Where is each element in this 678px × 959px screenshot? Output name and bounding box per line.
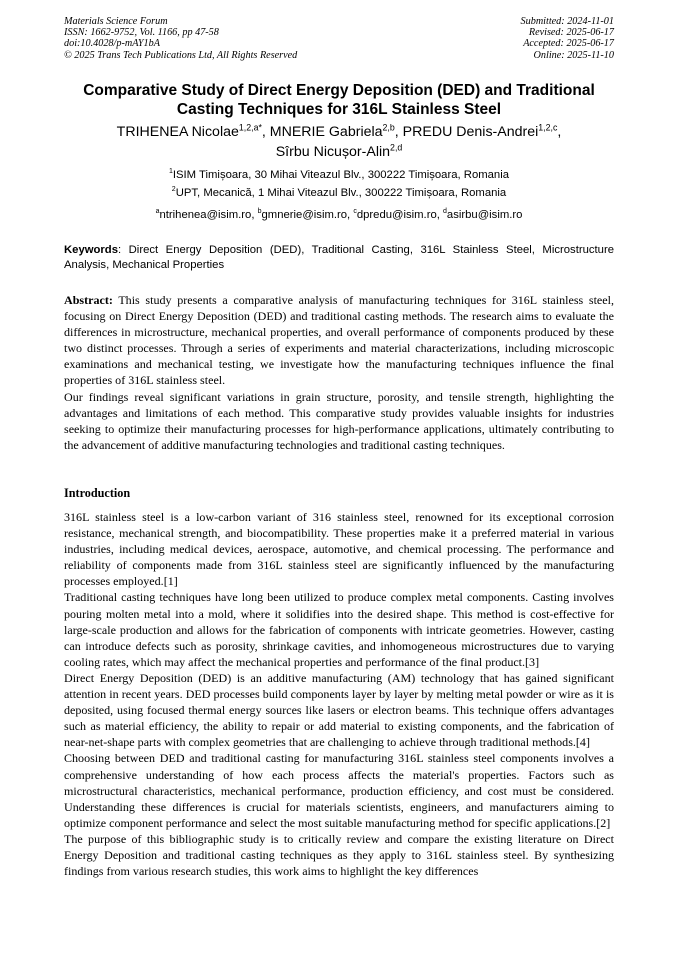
paragraph: 316L stainless steel is a low-carbon variant of 316 stainless steel, renowned for its exceptional corrosion resistance, mechanical strength, and biocompatibility. These properties make it a preferred material in various industries, including medical devices, aerospace, automotive, and chemical processing. The performance and reliability of components made from 316L stainless steel are significantly influenced by the manufacturing processes employed.[1] <box>64 510 614 589</box>
paragraph: Choosing between DED and traditional casting for manufacturing 316L stainless steel components involves a comprehensive understanding of how each process affects the material's properties. Factors such as microstructural characteristics, mechanical performance, production efficiency, and cost must be considered. Understanding these differences is crucial for materials scientists, engineers, and manufacturers aiming to optimize component performance and select the most suitable manufacturing method for specific applications.[2] <box>64 751 614 830</box>
keywords <box>64 243 614 272</box>
author: Sîrbu Nicușor-Alin$^{2,d}$ <box>275 142 403 160</box>
author: TRIHENEA Nicolae$^{1,2,a*}$, <box>116 122 270 140</box>
abstract-paragraph: Our findings reveal significant variations in grain structure, porosity, and tensile strength, highlighting the advantages and limitations of each method. This comparative study provides valuable insights for industries seeking to optimize their manufacturing processes for high-performance applications, ultimately contributing to the advancement of additive manufacturing technologies and traditional casting techniques. <box>64 389 614 452</box>
paragraph: Traditional casting techniques have long been utilized to produce complex metal components. Casting involves pouring molten metal into a mold, where it solidifies into the desired shape. This method is cost-effective for large-scale production and allows for the fabrication of components with intricate geometries. However, casting can introduce defects such as porosity, shrinkage cavities, and inhomogeneous microstructures due to varying cooling rates, which may affect the mechanical properties and performance of the final product.[3] <box>64 590 614 669</box>
journal-name: Materials Science Forum <box>64 16 168 27</box>
dates-info <box>521 16 614 61</box>
email-link[interactable]: $^c$dpredu@isim.ro <box>353 208 437 221</box>
abstract-paragraph: Abstract: This study presents a comparative analysis of manufacturing techniques for 316L stainless steel, focusing on Direct Energy Deposition (DED) and traditional casting methods. The research aims to evaluate the differences in microstructure, mechanical properties, and overall performance of components produced by these two distinct processes. Through a series of experiments and material characterizations, including microscopic examinations and mechanical testing, we investigate how the manufacturing techniques influence the final properties of 316L stainless steel. <box>64 293 614 388</box>
paper-title: Comparative Study of Direct Energy Deposition (DED) and Traditional Casting Techniques for 316L Stainless Steel <box>83 82 595 118</box>
author-list <box>64 122 614 162</box>
abstract <box>64 292 614 453</box>
online-date: Online: 2025-11-10 <box>533 49 614 61</box>
revised-date: Revised: 2025-06-17 <box>528 27 614 39</box>
section-heading: Introduction <box>64 486 131 500</box>
paragraph: Direct Energy Deposition (DED) is an additive manufacturing (AM) technology that has gained significant attention in recent years. DED processes build components layer by layer by melting metal powder or wire as it is deposited, using focused thermal energy sources like lasers or electron beams. This technique offers advantages such as material efficiency, the ability to repair or add material to existing components, and the fabrication of near-net-shape parts with complex geometries that are challenging to achieve through traditional methods.[4] <box>64 670 614 750</box>
issn: ISSN: 1662-9752, Vol. 1166, pp 47-58 <box>64 27 219 39</box>
introduction-section <box>64 509 614 879</box>
email-list: $^a$ntrihenea@isim.ro, $^b$gmnerie@isim.ro, $^c$dpredu@isim.ro, $^d$asirbu@isim.ro <box>155 208 523 221</box>
journal-info <box>64 16 297 61</box>
paragraph: The purpose of this bibliographic study is to critically review and compare the existing literature on Direct Energy Deposition and traditional casting techniques as they apply to 316L stainless steel. By synthesizing findings from various research studies, this work aims to highlight the key differences <box>64 831 614 879</box>
author: PREDU Denis-Andrei$^{1,2,c}$, <box>402 122 562 140</box>
affiliation: $^1$ISIM Timișoara, 30 Mihai Viteazul Blv., 300222 Timișoara, Romania <box>168 168 510 181</box>
submitted-date: Submitted: 2024-11-01 <box>520 16 614 27</box>
keywords-label: Keywords <box>64 244 118 256</box>
keywords-text: : Direct Energy Deposition (DED), Traditional Casting, 316L Stainless Steel, Microstructure Analysis, Mechanical Properties <box>64 244 614 271</box>
abstract-label: Abstract: <box>64 293 113 307</box>
doi-link[interactable]: doi:10.4028/p-mAY1bA <box>64 38 160 50</box>
email-link[interactable]: $^d$asirbu@isim.ro <box>443 208 523 221</box>
author: MNERIE Gabriela$^{2,b}$, <box>269 122 403 140</box>
accepted-date: Accepted: 2025-06-17 <box>523 38 614 50</box>
copyright: © 2025 Trans Tech Publications Ltd, All Rights Reserved <box>64 49 298 61</box>
affiliation: $^2$UPT, Mecanică, 1 Mihai Viteazul Blv., 300222 Timișoara, Romania <box>171 186 507 199</box>
email-link[interactable]: $^b$gmnerie@isim.ro <box>257 208 348 221</box>
email-link[interactable]: $^a$ntrihenea@isim.ro <box>155 208 252 221</box>
